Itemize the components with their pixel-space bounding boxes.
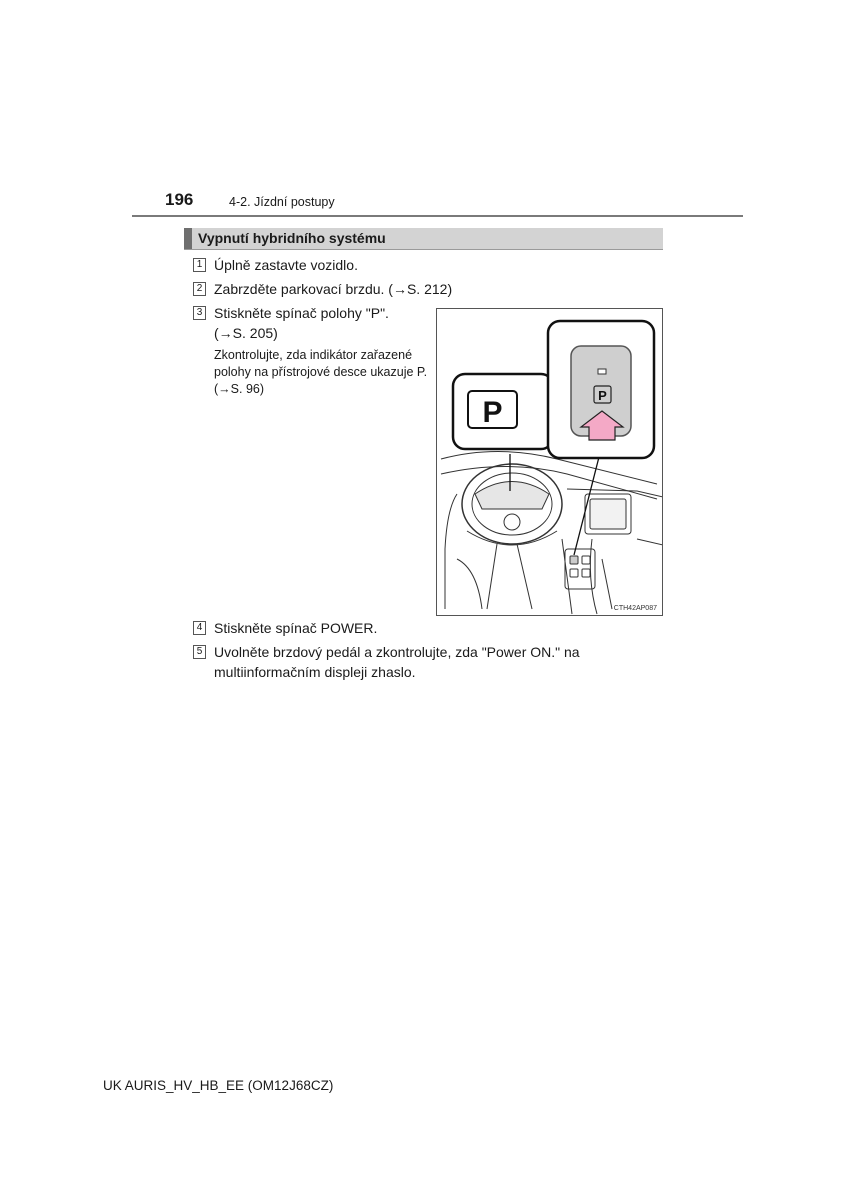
p-button-letter: P [598,388,607,403]
step-number: 5 [193,645,206,659]
step-text-line-2: (→S. 205) [214,325,278,341]
step-3-note: Zkontrolujte, zda indikátor zařazené polohy na přístrojové desce ukazuje P. (→S. 96) [214,348,428,396]
step-number: 3 [193,306,206,320]
step-text: Uvolněte brzdový pedál a zkontrolujte, zda "Power ON." na multiinformačním displeji zhaslo. [214,644,580,680]
shift-p-illustration [436,308,663,616]
header-divider [132,215,743,217]
step-number: 2 [193,282,206,296]
step-text: Zabrzděte parkovací brzdu. (→S. 212) [214,281,453,297]
step-number: 4 [193,621,206,635]
step-text-line-1: Stiskněte spínač polohy "P". [214,305,389,321]
dashboard-drawing [437,309,663,616]
step-number: 1 [193,258,206,272]
footer-code: UK AURIS_HV_HB_EE (OM12J68CZ) [103,1078,334,1093]
shift-indicator-letter: P [482,396,503,429]
page-number: 196 [165,190,194,209]
section-title: Vypnutí hybridního systému [184,228,663,249]
figure-code: CTH42AP087 [613,605,657,612]
section-title-underline [184,249,663,250]
step-text: Úplně zastavte vozidlo. [214,257,358,273]
section-reference: 4-2. Jízdní postupy [229,195,335,209]
step-text: Stiskněte spínač POWER. [214,620,378,636]
